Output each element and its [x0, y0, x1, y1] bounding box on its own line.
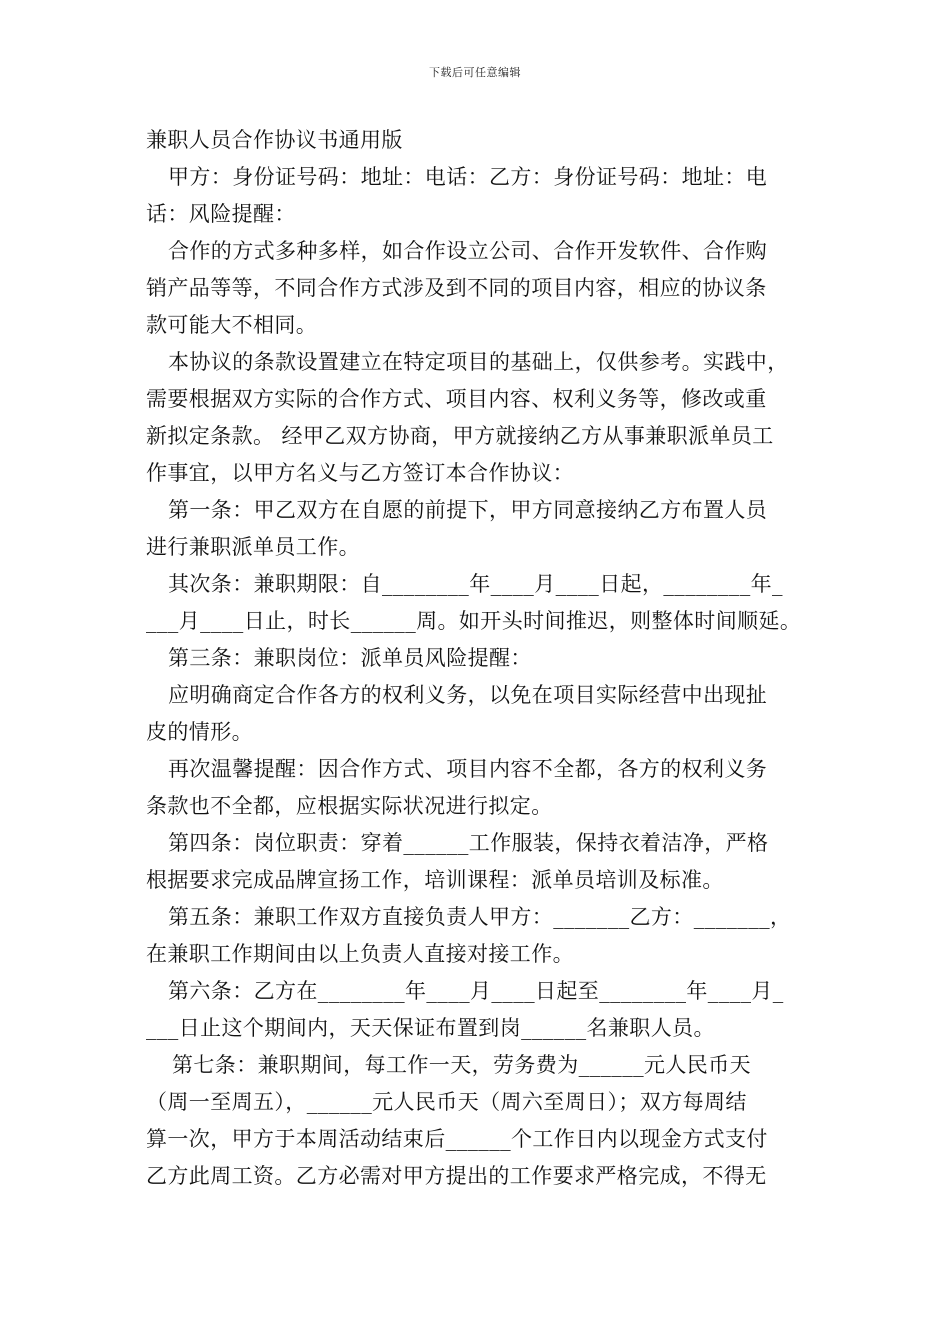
text-line: 第一条：甲乙双方在自愿的前提下，甲方同意接纳乙方布置人员 [168, 498, 768, 522]
text-line: 第三条：兼职岗位：派单员风险提醒： [168, 646, 532, 670]
text-line: 根据要求完成品牌宣扬工作，培训课程：派单员培训及标准。 [146, 868, 724, 892]
text-line: 应明确商定合作各方的权利义务，以免在项目实际经营中出现扯 [168, 683, 768, 707]
text-line: 进行兼职派单员工作。 [146, 535, 360, 559]
text-line: 第五条：兼职工作双方直接负责人甲方：_______乙方：_______， [168, 905, 792, 929]
text-line: 新拟定条款。 经甲乙双方协商，甲方就接纳乙方从事兼职派单员工 [146, 424, 774, 448]
text-line: 条款也不全都，应根据实际状况进行拟定。 [146, 794, 553, 818]
text-line: ___日止这个期间内，天天保证布置到岗______名兼职人员。 [146, 1016, 715, 1040]
text-line: 算一次，甲方于本周活动结束后______个工作日内以现金方式支付 [146, 1127, 768, 1151]
text-line: 作事宜，以甲方名义与乙方签订本合作协议： [146, 461, 574, 485]
text-line: 销产品等等，不同合作方式涉及到不同的项目内容，相应的协议条 [146, 276, 767, 300]
text-line: 第六条：乙方在________年____月____日起至________年____月_ [168, 979, 784, 1003]
text-line: 话：风险提醒： [146, 202, 296, 226]
page-header-note: 下载后可任意编辑 [429, 66, 521, 79]
text-line: 皮的情形。 [146, 720, 253, 744]
text-line: 在兼职工作期间由以上负责人直接对接工作。 [146, 942, 574, 966]
text-line: 第七条：兼职期间，每工作一天，劳务费为______元人民币天 [172, 1053, 751, 1077]
document-body [146, 122, 808, 1195]
text-line: 其次条：兼职期限：自________年____月____日起，________年_ [168, 572, 783, 596]
text-line: 本协议的条款设置建立在特定项目的基础上，仅供参考。实践中， [168, 350, 789, 374]
text-line: ___月____日止，时长______周。如开头时间推迟，则整体时间顺延。 [146, 609, 802, 633]
text-line: 需要根据双方实际的合作方式、项目内容、权利义务等，修改或重 [146, 387, 767, 411]
text-line: 款可能大不相同。 [146, 313, 318, 337]
text-line: 第四条：岗位职责：穿着______工作服装，保持衣着洁净，严格 [168, 831, 769, 855]
text-line: 甲方：身份证号码：地址：电话：乙方：身份证号码：地址：电 [168, 165, 768, 189]
text-line: 乙方此周工资。乙方必需对甲方提出的工作要求严格完成，不得无 [146, 1164, 767, 1188]
text-line: 合作的方式多种多样，如合作设立公司、合作开发软件、合作购 [168, 239, 768, 263]
text-line: （周一至周五），______元人民币天（周六至周日）；双方每周结 [146, 1090, 747, 1114]
text-line: 再次温馨提醒：因合作方式、项目内容不全都，各方的权利义务 [168, 757, 768, 781]
document-title: 兼职人员合作协议书通用版 [146, 128, 403, 152]
